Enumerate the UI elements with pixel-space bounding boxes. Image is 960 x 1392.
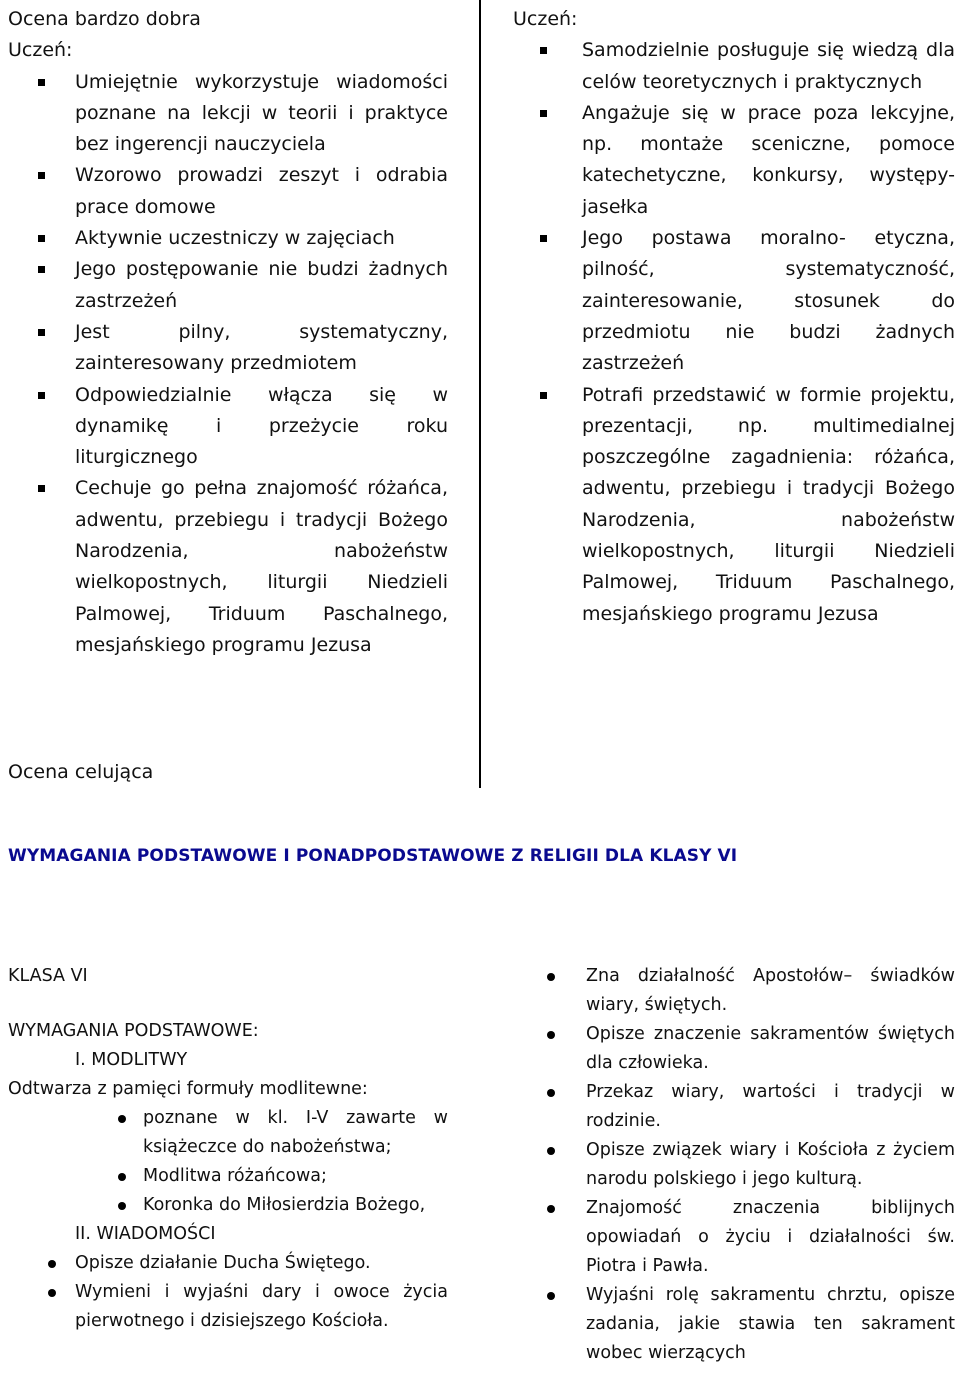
- list-item: Znajomość znaczenia biblijnych opowiadań o życiu i działalności św. Piotra i Pawła.: [550, 1194, 955, 1281]
- class-label: KLASA VI: [8, 966, 88, 986]
- list-item: Jego postępowanie nie budzi żadnych zastrzeżeń: [8, 254, 448, 317]
- grade-heading-next: Ocena celująca: [8, 761, 154, 783]
- column-divider: [479, 0, 481, 788]
- list-item: Odpowiedzialnie włącza się w dynamikę i przeżycie roku liturgicznego: [8, 380, 448, 474]
- list-item: Angażuje się w prace poza lekcyjne, np. montaże sceniczne, pomoce katechetyczne, konkursy, występy- jasełka: [513, 98, 955, 223]
- list-item: Cechuje go pełna znajomość różańca, adwentu, przebiegu i tradycji Bożego Narodzenia, nabożeństw wielkopostnych, liturgii Niedzieli Palmowej, Triduum Paschalnego, mesjańskiego programu Jezusa: [8, 473, 448, 661]
- list-item: Opisze znaczenie sakramentów świętych dla człowieka.: [550, 1020, 955, 1078]
- section-knowledge: II. WIADOMOŚCI: [75, 1224, 216, 1244]
- list-item: Koronka do Miłosierdzia Bożego,: [8, 1191, 448, 1220]
- grade-heading: Ocena bardzo dobra: [8, 8, 201, 30]
- list-item: Wyjaśni rolę sakramentu chrztu, opisze zadania, jakie stawia ten sakrament wobec wierzących: [550, 1281, 955, 1368]
- list-item: Modlitwa różańcowa;: [8, 1162, 448, 1191]
- list-item: Samodzielnie posługuje się wiedzą dla celów teoretycznych i praktycznych: [513, 35, 955, 98]
- list-item: Aktywnie uczestniczy w zajęciach: [8, 223, 448, 254]
- list-item: Umiejętnie wykorzystuje wiadomości poznane na lekcji w teorii i praktyce bez ingerencji nauczyciela: [8, 67, 448, 161]
- list-item: poznane w kl. I-V zawarte w książeczce do nabożeństwa;: [8, 1104, 448, 1162]
- top-left-column: [8, 4, 448, 661]
- list-item: Wzorowo prowadzi zeszyt i odrabia prace domowe: [8, 160, 448, 223]
- section-prayers: I. MODLITWY: [75, 1050, 188, 1070]
- list-item: Opisze związek wiary i Kościoła z życiem narodu polskiego i jego kulturą.: [550, 1136, 955, 1194]
- list-item: Opisze działanie Ducha Świętego.: [8, 1249, 448, 1278]
- list-item: Jego postawa moralno- etyczna, pilność, systematyczność, zainteresowanie, stosunek do przedmiotu nie budzi żadnych zastrzeżeń: [513, 223, 955, 379]
- bottom-right-column: [550, 962, 955, 1368]
- list-item: Przekaz wiary, wartości i tradycji w rodzinie.: [550, 1078, 955, 1136]
- list-item: Potrafi przedstawić w formie projektu, prezentacji, np. multimedialnej poszczególne zagadnienia: różańca, adwentu, przebiegu i tradycji Bożego Narodzenia, nabożeństw wielkopostnych, liturgii Niedzieli Palmowej, Triduum Paschalnego, mesjańskiego programu Jezusa: [513, 380, 955, 630]
- document-title: WYMAGANIA PODSTAWOWE I PONADPODSTAWOWE Z RELIGII DLA KLASY VI: [8, 846, 738, 866]
- section-prayers-intro: Odtwarza z pamięci formuły modlitewne:: [8, 1079, 368, 1099]
- requirements-label: WYMAGANIA PODSTAWOWE:: [8, 1021, 259, 1041]
- student-intro: Uczeń:: [513, 8, 578, 30]
- list-item: Jest pilny, systematyczny, zainteresowany przedmiotem: [8, 317, 448, 380]
- list-item: Zna działalność Apostołów– świadków wiary, świętych.: [550, 962, 955, 1020]
- student-intro: Uczeń:: [8, 39, 73, 62]
- list-item: Wymieni i wyjaśni dary i owoce życia pierwotnego i dzisiejszego Kościoła.: [8, 1278, 448, 1336]
- bottom-left-column: [8, 962, 448, 1336]
- top-right-column: [513, 4, 955, 630]
